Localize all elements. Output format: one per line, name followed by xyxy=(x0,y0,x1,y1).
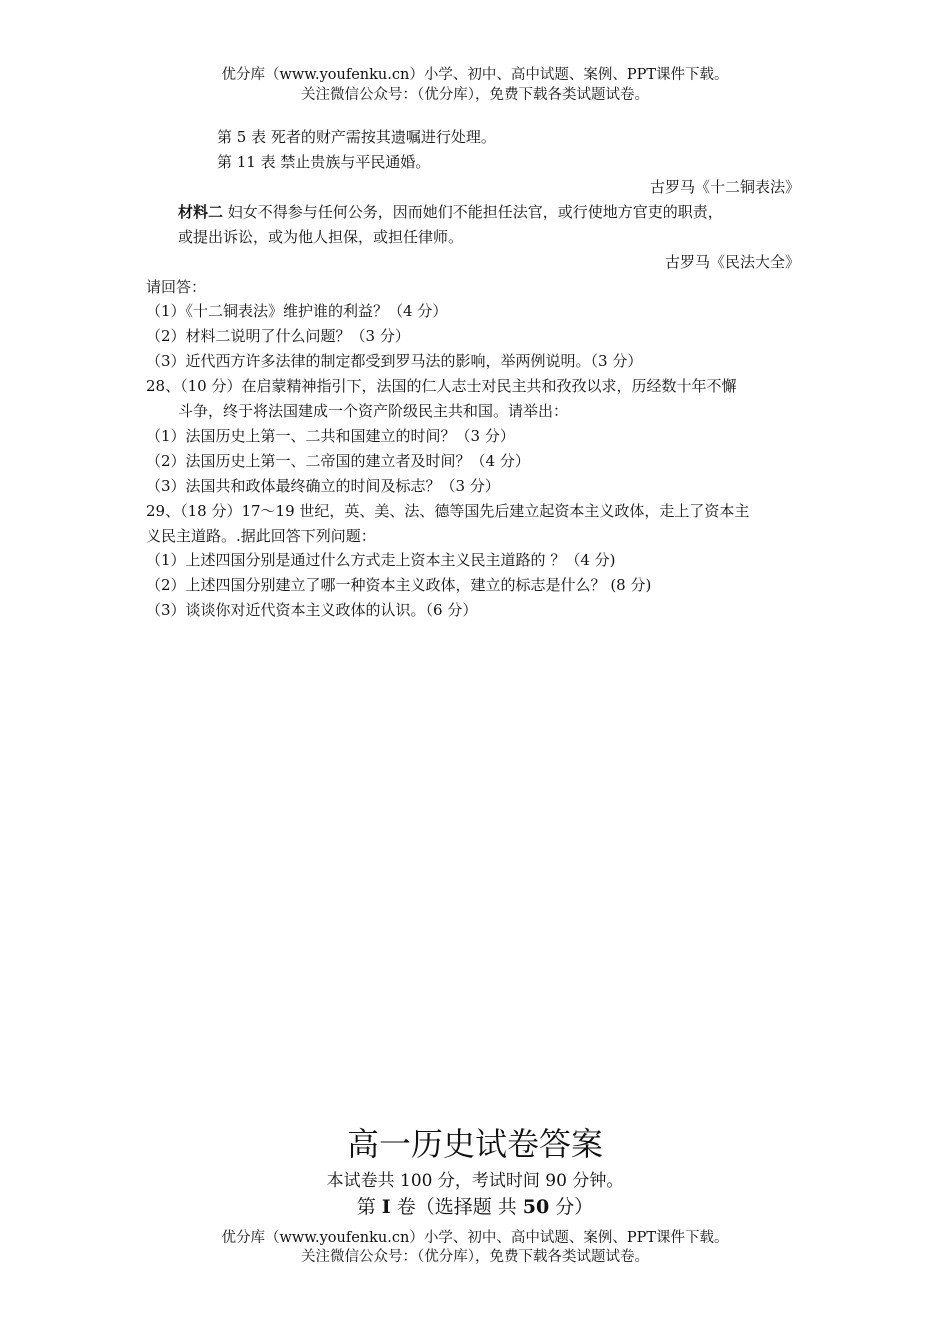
q29-item-1: （1）上述四国分别是通过什么方式走上资本主义民主道路的 ？（4 分) xyxy=(146,551,616,569)
q27-prompt: 请回答： xyxy=(146,278,207,296)
header-line-2: 关注微信公众号：（优分库），免费下载各类试题试卷。 xyxy=(301,87,649,103)
q29-item-2: （2）上述四国分别建立了哪一种资本主义政体，建立的标志是什么？ (8 分) xyxy=(146,576,652,594)
section-pre: 第 xyxy=(356,1196,382,1218)
section-roman: I xyxy=(381,1196,391,1218)
q27-item-3: （3）近代西方许多法律的制定都受到罗马法的影响，举两例说明。（3 分） xyxy=(146,352,643,370)
q27-item-1: （1）《十二铜表法》维护谁的利益？（4 分） xyxy=(146,302,448,320)
section-mid: 卷（选择题 共 xyxy=(390,1196,523,1218)
material2-label: 材料二 xyxy=(178,203,224,221)
q28-line-1: 28、（10 分）在启蒙精神指引下，法国的仁人志士对民主共和孜孜以求，历经数十年不懈 xyxy=(146,377,737,395)
q27-item-2: （2）材料二说明了什么问题？（3 分） xyxy=(146,327,410,345)
q28-item-1: （1）法国历史上第一、二共和国建立的时间？（3 分） xyxy=(146,427,515,445)
footer-line-1: 优分库（www.youfenku.cn）小学、初中、高中试题、案例、PPT课件下载。 xyxy=(221,1230,729,1246)
answer-subtitle: 本试卷共 100 分，考试时间 90 分钟。 xyxy=(326,1171,624,1191)
answer-title: 高一历史试卷答案 xyxy=(346,1125,603,1163)
q28-item-2: （2）法国历史上第一、二帝国的建立者及时间？（4 分） xyxy=(146,452,530,470)
q29-item-3: （3）谈谈你对近代资本主义政体的认识。（6 分） xyxy=(146,601,478,619)
material2-line-1 xyxy=(178,202,723,222)
answer-section-heading xyxy=(0,1195,950,1219)
material1-source: 古罗马《十二铜表法》 xyxy=(649,178,800,196)
q28-line-2: 斗争，终于将法国建成一个资产阶级民主共和国。请举出： xyxy=(178,402,569,420)
section-score: 50 xyxy=(522,1196,550,1218)
footer-line-2: 关注微信公众号：（优分库），免费下载各类试题试卷。 xyxy=(301,1249,649,1265)
q29-line-2: 义民主道路。.据此回答下列问题： xyxy=(146,527,376,545)
q29-line-1: 29、（18 分）17～19 世纪，英、美、法、德等国先后建立起资本主义政体，走上了资本主 xyxy=(146,502,750,520)
section-post: 分） xyxy=(549,1196,594,1218)
q28-item-3: （3）法国共和政体最终确立的时间及标志？（3 分） xyxy=(146,477,500,495)
material2-line-2: 或提出诉讼，或为他人担保，或担任律师。 xyxy=(178,228,464,246)
material2-source: 古罗马《民法大全》 xyxy=(664,253,800,271)
material2-text-1: 妇女不得参与任何公务，因而她们不能担任法官，或行使地方官吏的职责， xyxy=(227,203,723,221)
header-line-1: 优分库（www.youfenku.cn）小学、初中、高中试题、案例、PPT课件下载。 xyxy=(221,67,729,83)
material1-table5: 第 5 表 死者的财产需按其遗嘱进行处理。 xyxy=(217,128,496,146)
material1-table11: 第 11 表 禁止贵族与平民通婚。 xyxy=(217,153,431,171)
